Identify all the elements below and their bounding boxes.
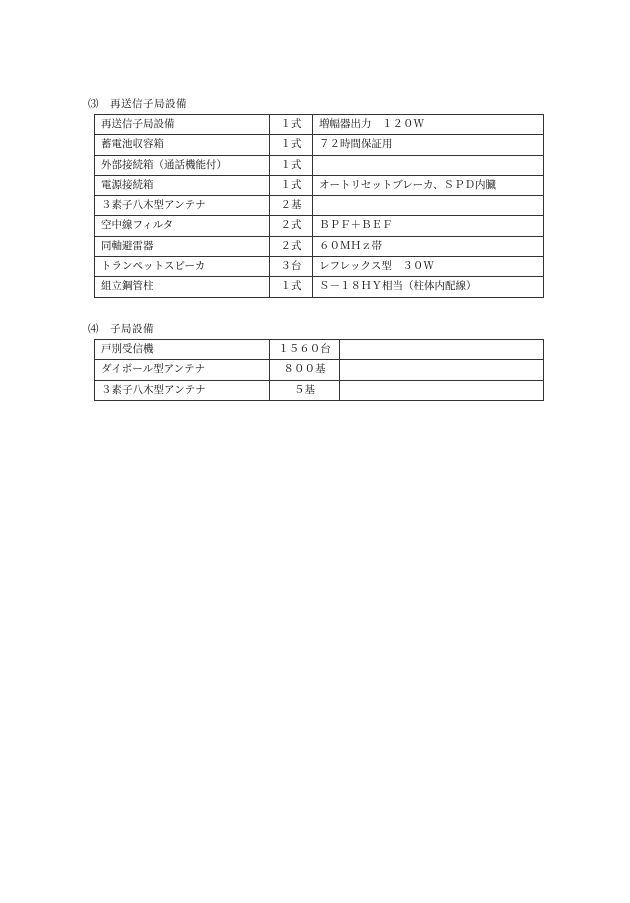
item-quantity: ５基 (270, 380, 340, 400)
item-quantity: ２式 (270, 236, 313, 256)
item-note (313, 155, 544, 175)
section-4-heading (88, 322, 154, 336)
relay-station-equipment-table (94, 114, 544, 298)
item-quantity: ２基 (270, 196, 313, 216)
section-3-title: 再送信子局設備 (110, 98, 187, 110)
item-note (340, 380, 544, 400)
item-quantity: ８００基 (270, 360, 340, 380)
item-note: レフレックス型 ３０Ｗ (313, 257, 544, 277)
table-row (95, 216, 544, 236)
item-note: ７２時間保証用 (313, 135, 544, 155)
section-3-heading (88, 97, 187, 111)
table-row (95, 360, 544, 380)
table-row (95, 340, 544, 360)
item-name: 組立鋼管柱 (95, 277, 270, 297)
table-row (95, 196, 544, 216)
section-3-number: ⑶ (88, 98, 99, 110)
table-row (95, 380, 544, 400)
item-quantity: １式 (270, 175, 313, 195)
item-name: ダイポール型アンテナ (95, 360, 270, 380)
table-row (95, 236, 544, 256)
table-row (95, 277, 544, 297)
item-note: ６０ＭＨｚ帯 (313, 236, 544, 256)
item-quantity: １式 (270, 115, 313, 135)
item-note (313, 196, 544, 216)
item-name: ３素子八木型アンテナ (95, 196, 270, 216)
section-4-number: ⑷ (88, 323, 99, 335)
item-name: 再送信子局設備 (95, 115, 270, 135)
item-note: Ｓ－１８ＨＹ相当（柱体内配線） (313, 277, 544, 297)
item-name: ３素子八木型アンテナ (95, 380, 270, 400)
item-name: 戸別受信機 (95, 340, 270, 360)
item-quantity: １式 (270, 155, 313, 175)
item-quantity: １式 (270, 135, 313, 155)
table-row (95, 115, 544, 135)
item-name: 同軸避雷器 (95, 236, 270, 256)
item-quantity: １式 (270, 277, 313, 297)
item-name: トランペットスピーカ (95, 257, 270, 277)
item-note: オートリセットブレーカ、ＳＰＤ内臓 (313, 175, 544, 195)
item-note: 増幅器出力 １２０Ｗ (313, 115, 544, 135)
item-name: 蓄電池収容箱 (95, 135, 270, 155)
table-row (95, 257, 544, 277)
item-quantity: ３台 (270, 257, 313, 277)
table-row (95, 175, 544, 195)
section-4-title: 子局設備 (110, 323, 154, 335)
table-row (95, 135, 544, 155)
item-name: 空中線フィルタ (95, 216, 270, 236)
item-name: 外部接続箱（通話機能付） (95, 155, 270, 175)
item-note (340, 360, 544, 380)
substation-equipment-table (94, 339, 544, 401)
item-quantity: １５６０台 (270, 340, 340, 360)
item-quantity: ２式 (270, 216, 313, 236)
item-name: 電源接続箱 (95, 175, 270, 195)
item-note (340, 340, 544, 360)
table-row (95, 155, 544, 175)
item-note: ＢＰＦ＋ＢＥＦ (313, 216, 544, 236)
